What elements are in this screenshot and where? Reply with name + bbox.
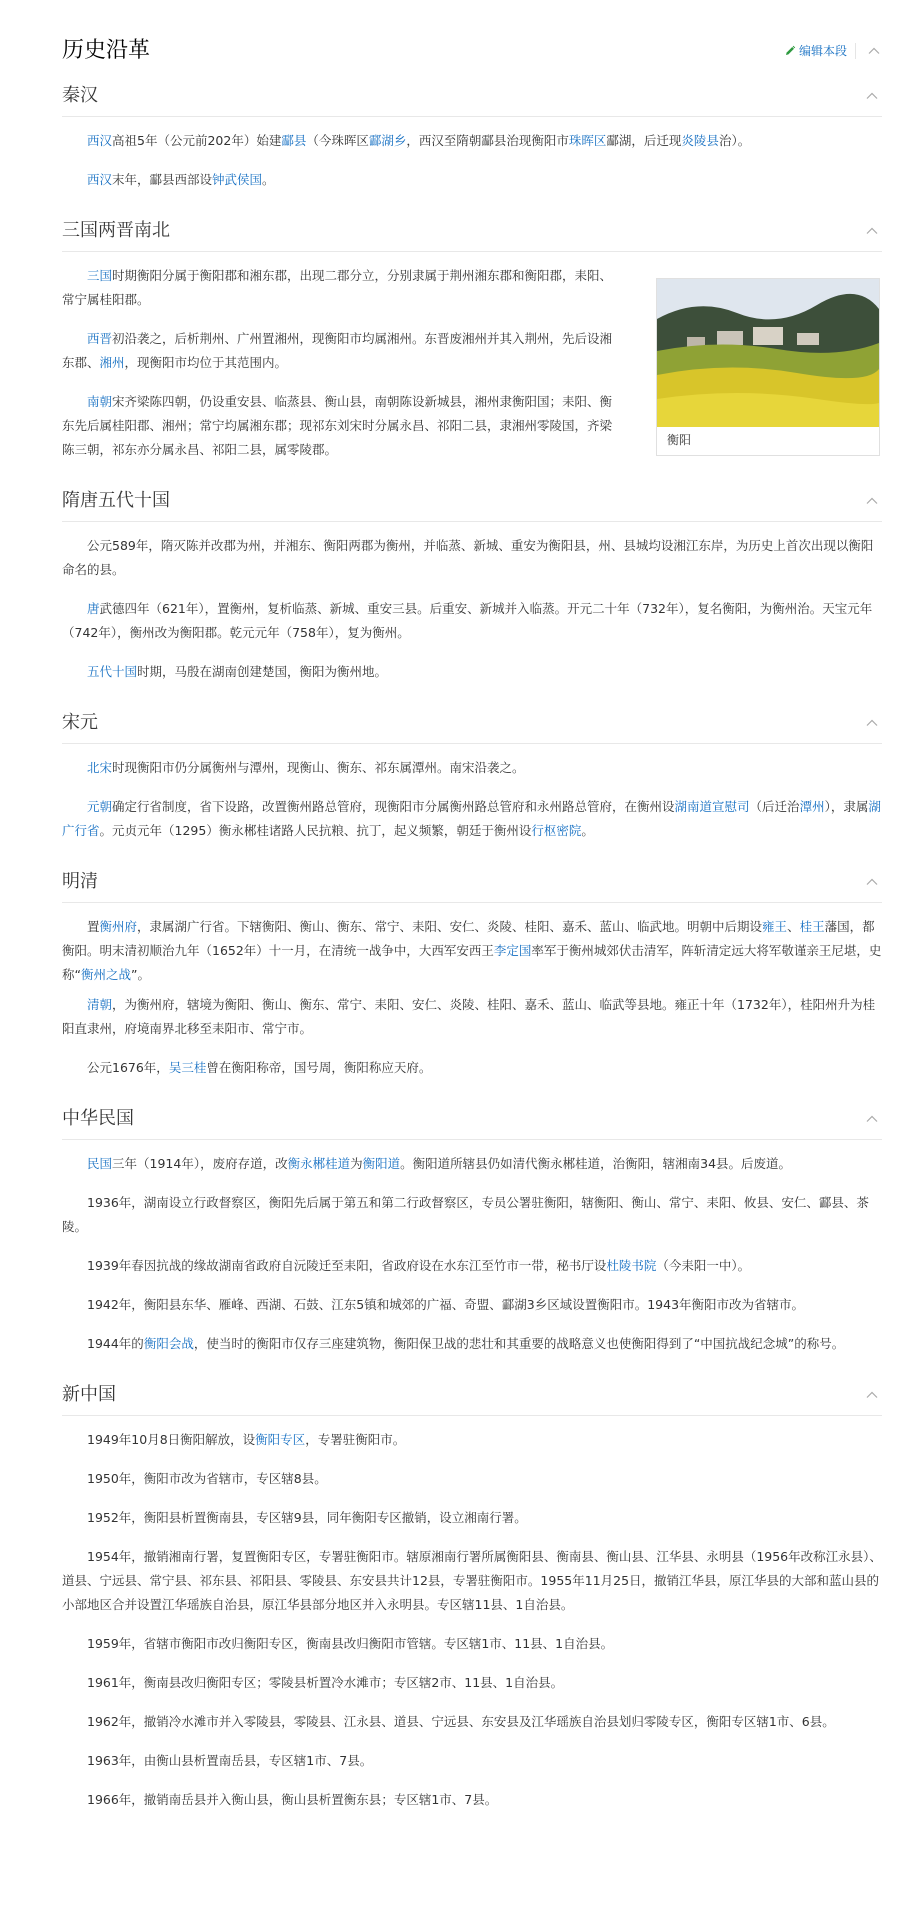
paragraph-text: 藩国，都衡阳。明末清初顺治九年（1652年）十一月，在清统一战争中，大西军安西王 xyxy=(62,919,875,958)
inline-link[interactable]: 潭州 xyxy=(799,799,825,814)
inline-link[interactable]: 湖南道宣慰司 xyxy=(674,799,750,814)
paragraph xyxy=(62,1671,882,1695)
inline-link[interactable]: 衡州之战 xyxy=(80,967,131,982)
section-header xyxy=(62,864,882,903)
section-figure[interactable] xyxy=(656,278,880,456)
inline-link[interactable]: 衡阳会战 xyxy=(143,1336,194,1351)
section-title: 三国两晋南北 xyxy=(62,220,170,241)
paragraph-text: 置 xyxy=(87,919,100,934)
paragraph-text: 1959年，省辖市衡阳市改归衡阳专区，衡南县改归衡阳市管辖。专区辖1市、11县、1自治县。 xyxy=(87,1636,614,1651)
paragraph xyxy=(62,264,618,312)
paragraph-text: 1939年春因抗战的缘故湖南省政府自沅陵迁至耒阳，省政府设在水东江至竹市一带，秘书厅设 xyxy=(87,1258,607,1273)
paragraph xyxy=(62,390,618,462)
paragraph xyxy=(62,1749,882,1773)
paragraph xyxy=(62,1254,882,1278)
paragraph-text: ，现衡阳市均位于其范围内。 xyxy=(124,355,288,370)
figure-image[interactable] xyxy=(657,279,879,427)
paragraph-text: 、 xyxy=(787,919,800,934)
paragraph-text: 确定行省制度，省下设路，改置衡州路总管府，现衡阳市分属衡州路总管府和永州路总管府，在衡州设 xyxy=(112,799,675,814)
edit-section-button[interactable] xyxy=(784,42,847,59)
paragraph xyxy=(62,756,882,780)
paragraph xyxy=(62,1152,882,1176)
inline-link[interactable]: 南朝 xyxy=(87,394,113,409)
figure-caption: 衡阳 xyxy=(667,433,692,447)
section-header xyxy=(62,213,882,252)
inline-link[interactable]: 衡阳专区 xyxy=(255,1432,306,1447)
paragraph-text: 宋齐梁陈四朝，仍设重安县、临蒸县、衡山县，南朝陈设新城县，湘州隶衡阳国；耒阳、衡东先后属桂阳郡、湘州；常宁均属湘东郡；现祁东刘宋时分属永昌、祁阳二县，隶湘州零陵国，齐梁陈三朝，祁东亦分属永昌、祁阳二县，属零陵郡。 xyxy=(62,394,613,457)
paragraph-text: 时现衡阳市仍分属衡州与潭州，现衡山、衡东、祁东属潭州。南宋沿袭之。 xyxy=(112,760,525,775)
paragraph-text: （今珠晖区 xyxy=(306,133,369,148)
section-title: 秦汉 xyxy=(62,85,98,106)
paragraph-text: 公元589年，隋灭陈并改郡为州，并湘东、衡阳两郡为衡州，并临蒸、新城、重安为衡阳县，州、县城均设湘江东岸，为历史上首次出现以衡阳命名的县。 xyxy=(62,538,874,577)
photo-illustration xyxy=(657,279,879,427)
paragraph xyxy=(62,1710,882,1734)
paragraph-text: ），隶属 xyxy=(824,799,869,814)
section-title: 中华民国 xyxy=(62,1108,134,1129)
paragraph-text: ，专署驻衡阳市。 xyxy=(305,1432,406,1447)
inline-link[interactable]: 民国 xyxy=(87,1156,113,1171)
paragraph xyxy=(62,1056,882,1080)
section-title: 新中国 xyxy=(62,1384,116,1405)
section-body xyxy=(62,522,882,705)
inline-link[interactable]: 五代十国 xyxy=(87,664,138,679)
section-body xyxy=(62,744,882,864)
paragraph-text: 。 xyxy=(581,823,594,838)
section-title: 隋唐五代十国 xyxy=(62,490,170,511)
section-header xyxy=(62,1377,882,1416)
paragraph xyxy=(62,1506,882,1530)
section-title: 宋元 xyxy=(62,712,98,733)
section-header xyxy=(62,483,882,522)
paragraph-text: 三年（1914年），废府存道，改 xyxy=(112,1156,288,1171)
paragraph-text: （今耒阳一中）。 xyxy=(656,1258,751,1273)
paragraph-text: 1952年，衡阳县析置衡南县，专区辖9县，同年衡阳专区撤销，设立湘南行署。 xyxy=(87,1510,527,1525)
paragraph xyxy=(62,534,882,582)
paragraph-text: 酃湖，后迁现 xyxy=(606,133,682,148)
section-body xyxy=(62,117,882,213)
inline-link[interactable]: 衡阳道 xyxy=(362,1156,401,1171)
inline-link[interactable]: 三国 xyxy=(87,268,113,283)
chevron-up-icon[interactable] xyxy=(864,493,880,509)
section-header xyxy=(62,1101,882,1140)
page-title: 历史沿革 xyxy=(62,38,151,63)
inline-link[interactable]: 行枢密院 xyxy=(531,823,582,838)
paragraph-text: ，使当时的衡阳市仅存三座建筑物，衡阳保卫战的悲壮和其重要的战略意义也使衡阳得到了“中国抗战纪念城”的称号。 xyxy=(193,1336,845,1351)
sections-container xyxy=(62,78,882,1833)
chevron-up-icon[interactable] xyxy=(864,223,880,239)
paragraph-text: 1936年，湖南设立行政督察区，衡阳先后属于第五和第二行政督察区，专员公署驻衡阳，辖衡阳、衡山、常宁、耒阳、攸县、安仁、酃县、茶陵。 xyxy=(62,1195,869,1234)
inline-link[interactable]: 酃湖乡 xyxy=(368,133,407,148)
edit-section-label: 编辑本段 xyxy=(798,44,847,58)
paragraph xyxy=(62,795,882,843)
paragraph xyxy=(62,1788,882,1812)
paragraph-text: 时期衡阳分属于衡阳郡和湘东郡，出现二郡分立，分别隶属于荆州湘东郡和衡阳郡，耒阳、常宁属桂阳郡。 xyxy=(62,268,613,307)
paragraph-text: 。 xyxy=(262,172,275,187)
paragraph xyxy=(62,1332,882,1356)
inline-link[interactable]: 酃县 xyxy=(281,133,307,148)
paragraph-text: 1949年10月8日衡阳解放，设 xyxy=(87,1432,256,1447)
chevron-up-icon[interactable] xyxy=(864,715,880,731)
paragraph-text: 1942年，衡阳县东华、雁峰、西湖、石鼓、江东5镇和城郊的广福、奇盟、酃湖3乡区域设置衡阳市。1943年衡阳市改为省辖市。 xyxy=(87,1297,805,1312)
paragraph-text: 初沿袭之，后析荆州、广州置湘州，现衡阳市均属湘州。东晋废湘州并其入荆州，先后设湘东郡、 xyxy=(62,331,613,370)
paragraph-text: 1962年，撤销冷水滩市并入零陵县，零陵县、江永县、道县、宁远县、东安县及江华瑶族自治县划归零陵专区，衡阳专区辖1市、6县。 xyxy=(87,1714,835,1729)
chevron-up-icon[interactable] xyxy=(864,88,880,104)
inline-link[interactable]: 钟武侯国 xyxy=(212,172,263,187)
paragraph xyxy=(62,1428,882,1452)
paragraph-text: 1950年，衡阳市改为省辖市，专区辖8县。 xyxy=(87,1471,327,1486)
paragraph xyxy=(62,327,618,375)
section-header xyxy=(62,78,882,117)
paragraph xyxy=(62,660,882,684)
paragraph-text: 1954年，撤销湘南行署，复置衡阳专区，专署驻衡阳市。辖原湘南行署所属衡阳县、衡南县、衡山县、江华县、永明县（1956年改称江永县）、道县、宁远县、常宁县、祁东县、祁阳县、零陵县、东安县共计12县，专署驻衡阳市。1955年11月25日，撤销江华县，原江华县的大部和蓝山县的小部地区合并设置江华瑶族自治县，原江华县部分地区并入永明县。专区辖11县、1自治县。 xyxy=(62,1549,882,1612)
history-module xyxy=(62,0,882,1833)
paragraph-text: ，隶属湖广行省。下辖衡阳、衡山、衡东、常宁、耒阳、安仁、炎陵、桂阳、嘉禾、蓝山、临武地。明朝中后期设 xyxy=(137,919,763,934)
module-header xyxy=(62,36,882,78)
paragraph xyxy=(62,597,882,645)
paragraph-text: ，为衡州府，辖境为衡阳、衡山、衡东、常宁、耒阳、安仁、炎陵、桂阳、嘉禾、蓝山、临武等县地。雍正十年（1732年），桂阳州升为桂阳直隶州，府境南界北移至耒阳市、常宁市。 xyxy=(62,997,876,1036)
paragraph xyxy=(62,129,882,153)
paragraph xyxy=(62,1191,882,1239)
section-text-column xyxy=(62,264,618,477)
paragraph-text: 率军于衡州城郊伏击清军，阵斩清定远大将军敬谨亲王尼堪，史称“ xyxy=(62,943,882,982)
inline-link[interactable]: 唐 xyxy=(87,601,100,616)
inline-link[interactable]: 元朝 xyxy=(87,799,113,814)
paragraph-text: 公元1676年， xyxy=(87,1060,169,1075)
paragraph-text: 1963年，由衡山县析置南岳县，专区辖1市、7县。 xyxy=(87,1753,373,1768)
inline-link[interactable]: 雍王 xyxy=(762,919,788,934)
paragraph xyxy=(62,1545,882,1617)
inline-link[interactable]: 北宋 xyxy=(87,760,113,775)
inline-link[interactable]: 吴三桂 xyxy=(168,1060,207,1075)
inline-link[interactable]: 衡永郴桂道 xyxy=(287,1156,351,1171)
inline-link[interactable]: 李定国 xyxy=(493,943,532,958)
paragraph-text: 时期，马殷在湖南创建楚国，衡阳为衡州地。 xyxy=(137,664,388,679)
inline-link[interactable]: 杜陵书院 xyxy=(606,1258,657,1273)
inline-link[interactable]: 炎陵县 xyxy=(681,133,719,148)
inline-link[interactable]: 衡州府 xyxy=(99,919,138,934)
paragraph-text: ”。 xyxy=(131,967,150,982)
section-body xyxy=(62,1140,882,1377)
paragraph xyxy=(62,168,882,192)
section-body xyxy=(62,903,882,1101)
paragraph-text: 1961年，衡南县改归衡阳专区；零陵县析置冷水滩市；专区辖2市、11县、1自治县。 xyxy=(87,1675,564,1690)
paragraph xyxy=(62,993,882,1041)
paragraph-text: 1944年的 xyxy=(87,1336,144,1351)
inline-link[interactable]: 湖广行省 xyxy=(62,799,881,838)
section-body xyxy=(62,252,882,483)
paragraph-text: 。元贞元年（1295）衡永郴桂诸路人民抗粮、抗丁，起义频繁，朝廷于衡州设 xyxy=(99,823,532,838)
inline-link[interactable]: 西汉 xyxy=(87,133,113,148)
paragraph-text: 曾在衡阳称帝，国号周，衡阳称应天府。 xyxy=(206,1060,432,1075)
inline-link[interactable]: 珠晖区 xyxy=(568,133,607,148)
chevron-up-icon[interactable] xyxy=(864,874,880,890)
paragraph-text: ，西汉至隋朝酃县治现衡阳市 xyxy=(406,133,569,148)
divider xyxy=(855,43,856,59)
paragraph-text: 1966年，撤销南岳县并入衡山县，衡山县析置衡东县；专区辖1市、7县。 xyxy=(87,1792,498,1807)
section-title: 明清 xyxy=(62,871,98,892)
paragraph-text: 高祖5年（公元前202年）始建 xyxy=(112,133,282,148)
paragraph xyxy=(62,1467,882,1491)
paragraph-text: 武德四年（621年），置衡州，复析临蒸、新城、重安三县。后重安、新城并入临蒸。开元二十年（732年），复名衡阳，为衡州治。天宝元年（742年），衡州改为衡阳郡。乾元元年（758年），复为衡州。 xyxy=(62,601,873,640)
inline-link[interactable]: 清朝 xyxy=(87,997,113,1012)
section-body xyxy=(62,1416,882,1833)
header-actions xyxy=(784,42,882,59)
inline-link[interactable]: 湘州 xyxy=(99,355,125,370)
paragraph xyxy=(62,915,882,987)
inline-link[interactable]: 桂王 xyxy=(799,919,825,934)
paragraph-text: 治）。 xyxy=(718,133,751,148)
inline-link[interactable]: 西汉 xyxy=(87,172,113,187)
paragraph-text: 末年，酃县西部设 xyxy=(112,172,213,187)
paragraph xyxy=(62,1632,882,1656)
section-header xyxy=(62,705,882,744)
paragraph-text: （后迁治 xyxy=(749,799,800,814)
inline-link[interactable]: 西晋 xyxy=(87,331,113,346)
paragraph-text: 。衡阳道所辖县仍如清代衡永郴桂道，治衡阳，辖湘南34县。后废道。 xyxy=(400,1156,792,1171)
chevron-up-icon[interactable] xyxy=(864,1111,880,1127)
paragraph xyxy=(62,1293,882,1317)
chevron-up-icon[interactable] xyxy=(864,1387,880,1403)
chevron-up-icon[interactable] xyxy=(866,43,882,59)
paragraph-text: 为 xyxy=(350,1156,363,1171)
pencil-icon xyxy=(784,45,796,57)
